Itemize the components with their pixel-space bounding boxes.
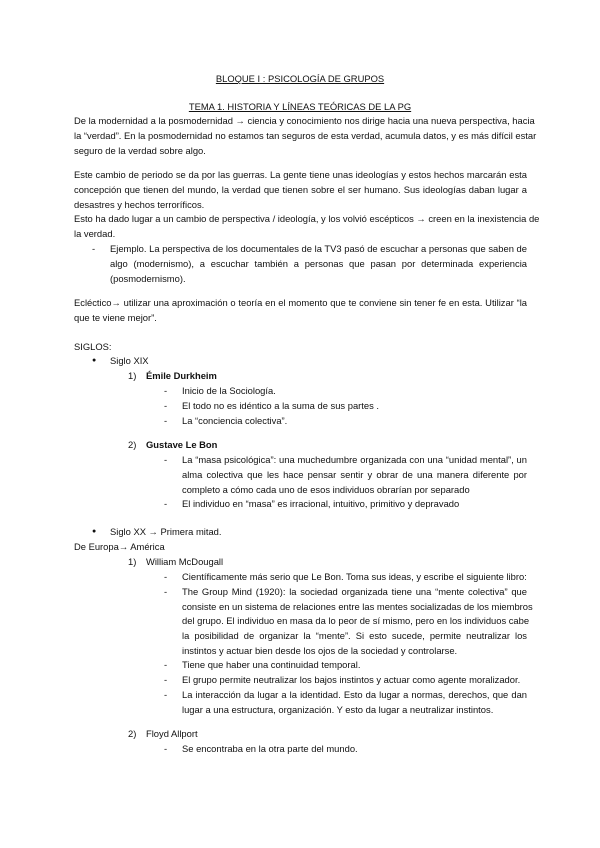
paragraph-line: seguro de la verdad sobre algo. <box>74 145 206 156</box>
paragraph-line: la verdad. <box>74 228 116 239</box>
dash-marker: - <box>164 415 168 426</box>
list-item: consiste en un sistema de relaciones entre las mentes socializadas de los miembros <box>182 601 533 612</box>
dash-marker: - <box>164 689 168 700</box>
list-item: la posibilidad de organizar la “mente”. Si esto sucede, permite neutralizar los <box>182 630 527 641</box>
section-label: SIGLOS: <box>74 341 112 352</box>
dash-marker: - <box>164 498 168 509</box>
bullet-icon: ● <box>92 357 97 364</box>
list-item: El individuo en “masa” es irracional, intuitivo, primitivo y depravado <box>182 498 460 509</box>
list-item: La interacción da lugar a la identidad. Esto da lugar a normas, derechos, que dan <box>182 689 527 700</box>
author-name: Émile Durkheim <box>146 370 217 381</box>
list-item: El todo no es idéntico a la suma de sus partes . <box>182 400 379 411</box>
list-number: 1) <box>128 556 137 567</box>
dash-marker: - <box>164 400 168 411</box>
list-item: completo a cómo cada uno de esos individuos obrarían por separado <box>182 484 470 495</box>
list-item: La “conciencia colectiva”. <box>182 415 288 426</box>
dash-marker: - <box>164 454 168 465</box>
dash-marker: - <box>164 571 168 582</box>
paragraph-line: Esto ha dado lugar a un cambio de perspectiva / ideología, y los volvió escépticos → creen en la inexistencia de <box>74 213 540 224</box>
list-number: 1) <box>128 370 137 381</box>
list-item: Científicamente más serio que Le Bon. Toma sus ideas, y escribe el siguiente libro: <box>182 571 527 582</box>
list-item: Se encontraba en la otra parte del mundo. <box>182 743 358 754</box>
topic-heading: TEMA 1. HISTORIA Y LÍNEAS TEÓRICAS DE LA PG <box>188 101 412 112</box>
list-item: La “masa psicológica”: una muchedumbre organizada con una “unidad mental”, un <box>182 454 527 465</box>
example-line: (posmodernismo). <box>110 273 186 284</box>
century-heading: Siglo XX → Primera mitad. <box>110 526 222 537</box>
paragraph-line: Este cambio de periodo se da por las guerras. La gente tiene unas ideologías y estos hechos marcarán esta <box>74 169 527 180</box>
example-line: algo (modernismo), a escuchar también a personas que pasan por determinada experiencia <box>110 258 527 269</box>
list-item: instintos y actuar bien desde los ojos de la sociedad y controlarse. <box>182 645 458 656</box>
paragraph-line: De la modernidad a la posmodernidad → ciencia y conocimiento nos dirige hacia una nueva perspectiva, hacia <box>74 115 535 126</box>
paragraph-line: Ecléctico→ utilizar una aproximación o teoría en el momento que te conviene sin tener fe en esta. Utilizar “la <box>74 297 527 308</box>
list-number: 2) <box>128 439 137 450</box>
dash-marker: - <box>164 743 168 754</box>
list-item: El grupo permite neutralizar los bajos instintos y actuar como agente moralizador. <box>182 674 521 685</box>
bullet-icon: ● <box>92 528 97 535</box>
list-item: The Group Mind (1920): la sociedad organizada tiene una “mente colectiva” que <box>182 586 527 597</box>
example-line: Ejemplo. La perspectiva de los documentales de la TV3 pasó de escuchar a personas que saben de <box>110 243 527 254</box>
paragraph-line: concepción que tienen del mundo, la verdad que tienen sobre el ser humano. Sus ideologías daban lugar a <box>74 184 527 195</box>
paragraph-line: desastres y hechos terroríficos. <box>74 199 205 210</box>
list-item: Inicio de la Sociología. <box>182 385 276 396</box>
author-name: Gustave Le Bon <box>146 439 218 450</box>
list-item: del grupo. El individuo en masa da lo peor de sí mismo, pero en los individuos cabe <box>182 615 530 626</box>
document-title: BLOQUE I : PSICOLOGÍA DE GRUPOS <box>215 73 385 84</box>
dash-marker: - <box>92 243 96 254</box>
subheading: De Europa→ América <box>74 541 165 552</box>
author-name: Floyd Allport <box>146 728 198 739</box>
dash-marker: - <box>164 674 168 685</box>
paragraph-line: la “verdad”. En la posmodernidad no estamos tan seguros de esta verdad, acumula datos, y es más difícil estar <box>74 130 537 141</box>
dash-marker: - <box>164 586 168 597</box>
list-item: alma colectiva que les hace pensar sentir y obrar de una manera diferente por <box>182 469 527 480</box>
list-number: 2) <box>128 728 137 739</box>
century-heading: Siglo XIX <box>110 355 149 366</box>
list-item: Tiene que haber una continuidad temporal. <box>182 659 361 670</box>
dash-marker: - <box>164 659 168 670</box>
author-name: William McDougall <box>146 556 224 567</box>
paragraph-line: que te viene mejor”. <box>74 312 157 323</box>
list-item: lugar a una estructura, organización. Y esto da lugar a neutralizar instintos. <box>182 704 494 715</box>
dash-marker: - <box>164 385 168 396</box>
